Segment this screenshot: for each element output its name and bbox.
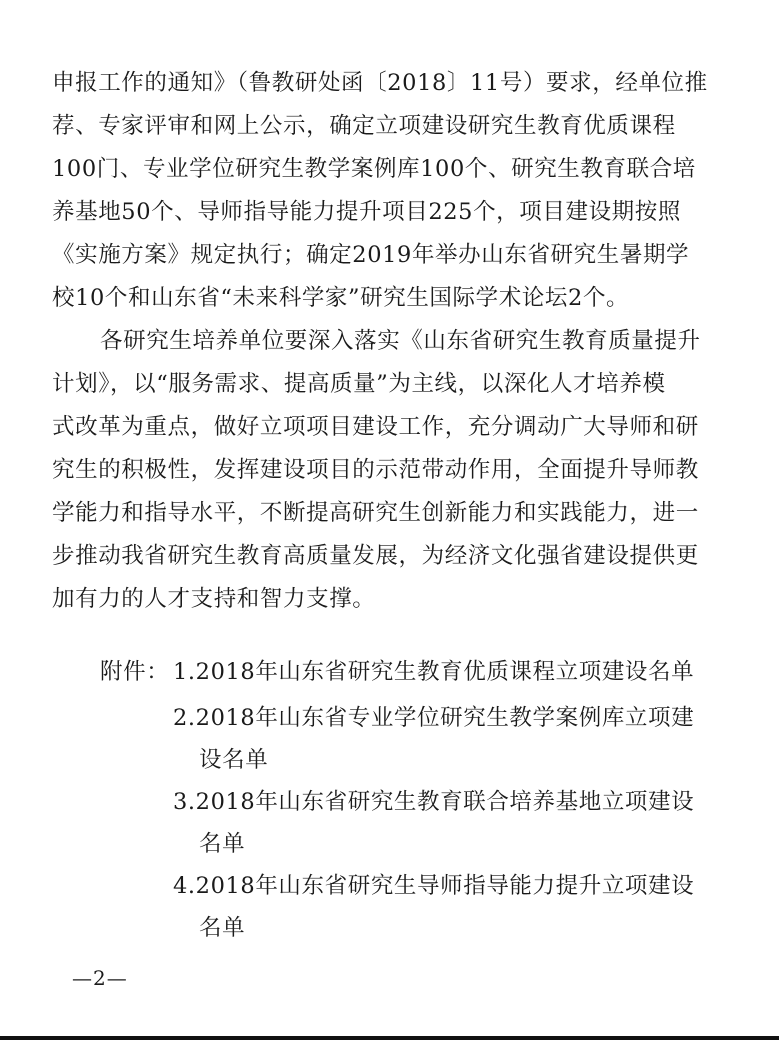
paragraph-line: 各研究生培养单位要深入落实《山东省研究生教育质量提升 <box>100 328 701 354</box>
paragraph-line: 《实施方案》规定执行；确定2019年举办山东省研究生暑期学 <box>52 242 690 268</box>
paragraph-line: 荐、专家评审和网上公示，确定立项建设研究生教育优质课程 <box>52 113 676 139</box>
paragraph-line: 加有力的人才支持和智力支撑。 <box>52 586 376 612</box>
attachment-item-continuation: 设名单 <box>199 747 269 773</box>
paragraph-line: 式改革为重点，做好立项项目建设工作，充分调动广大导师和研 <box>52 414 699 440</box>
paragraph-line: 学能力和指导水平，不断提高研究生创新能力和实践能力，进一 <box>52 500 699 526</box>
attachment-item-continuation: 名单 <box>199 831 246 857</box>
bottom-divider <box>0 1036 779 1040</box>
attachment-item: 3.2018年山东省研究生教育联合培养基地立项建设 <box>173 789 695 815</box>
attachments-label: 附件： <box>100 659 170 685</box>
attachment-item: 1.2018年山东省研究生教育优质课程立项建设名单 <box>173 659 695 685</box>
attachment-item: 4.2018年山东省研究生导师指导能力提升立项建设 <box>173 873 695 899</box>
paragraph-line: 100门、专业学位研究生教学案例库100个、研究生教育联合培 <box>52 156 696 182</box>
paragraph-line: 养基地50个、导师指导能力提升项目225个，项目建设期按照 <box>52 199 681 225</box>
paragraph-line: 申报工作的通知》（鲁教研处函〔2018〕11号）要求，经单位推 <box>52 70 708 96</box>
attachment-item-continuation: 名单 <box>199 915 246 941</box>
paragraph-line: 校10个和山东省“未来科学家”研究生国际学术论坛2个。 <box>52 285 630 311</box>
attachment-item: 2.2018年山东省专业学位研究生教学案例库立项建 <box>173 705 695 731</box>
page-number: —2— <box>72 966 128 990</box>
paragraph-line: 计划》，以“服务需求、提高质量”为主线，以深化人才培养模 <box>52 371 666 397</box>
paragraph-line: 究生的积极性，发挥建设项目的示范带动作用，全面提升导师教 <box>52 457 699 483</box>
paragraph-line: 步推动我省研究生教育高质量发展，为经济文化强省建设提供更 <box>52 543 699 569</box>
